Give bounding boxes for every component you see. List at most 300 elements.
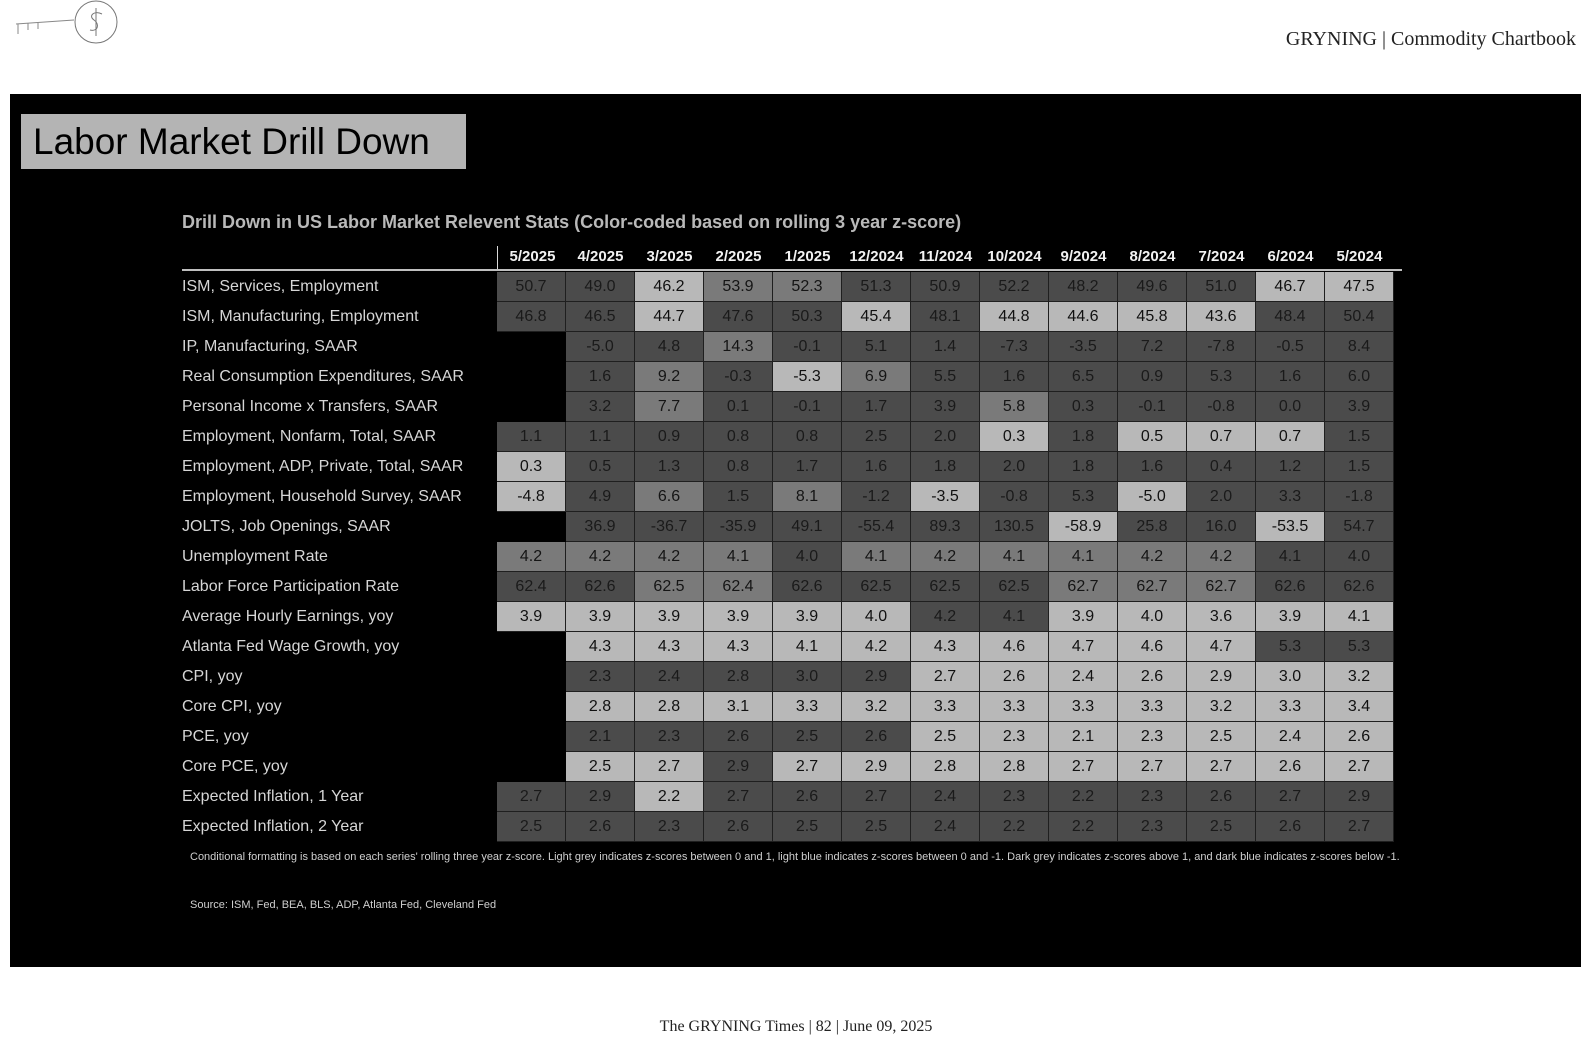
table-cell: 1.6 (842, 452, 911, 482)
table-row (182, 362, 1402, 392)
table-cell: 2.7 (1256, 782, 1325, 812)
table-cell: 2.6 (1256, 812, 1325, 842)
table-cell: 2.9 (842, 662, 911, 692)
table-cell: 62.4 (497, 572, 566, 602)
row-label: Core PCE, yoy (182, 758, 288, 775)
table-cell: 2.5 (1187, 812, 1256, 842)
table-cell: 50.7 (497, 272, 566, 302)
table-cell: -7.8 (1187, 332, 1256, 362)
table-cell: 1.8 (1049, 422, 1118, 452)
table-cell: 2.6 (704, 812, 773, 842)
table-cell: 2.8 (980, 752, 1049, 782)
table-cell: -55.4 (842, 512, 911, 542)
column-header: 5/2024 (1336, 248, 1383, 265)
row-label: Average Hourly Earnings, yoy (182, 608, 394, 625)
table-cell: 2.2 (980, 812, 1049, 842)
table-cell: 5.8 (980, 392, 1049, 422)
row-label: Personal Income x Transfers, SAAR (182, 398, 439, 415)
table-cell: 2.8 (566, 692, 635, 722)
table-cell: 0.5 (1118, 422, 1187, 452)
table-cell: 2.7 (1325, 752, 1394, 782)
table-cell: 2.1 (1049, 722, 1118, 752)
table-row (182, 302, 1402, 332)
table-cell: 3.9 (1049, 602, 1118, 632)
row-label: Employment, Household Survey, SAAR (182, 488, 462, 505)
table-cell: 47.6 (704, 302, 773, 332)
table-cell: 0.9 (635, 422, 704, 452)
table-cell: 2.6 (1118, 662, 1187, 692)
table-cell: 14.3 (704, 332, 773, 362)
table-cell: -5.3 (773, 362, 842, 392)
table-cell: 44.8 (980, 302, 1049, 332)
table-cell: 5.5 (911, 362, 980, 392)
column-header: 6/2024 (1267, 248, 1314, 265)
table-cell: 62.5 (842, 572, 911, 602)
row-label: Employment, Nonfarm, Total, SAAR (182, 428, 437, 445)
table-cell: -3.5 (1049, 332, 1118, 362)
table-row (182, 482, 1402, 512)
table-cell: 3.6 (1187, 602, 1256, 632)
table-cell: 2.7 (1325, 812, 1394, 842)
table-row (182, 422, 1402, 452)
table-cell: 62.7 (1118, 572, 1187, 602)
table-row (182, 812, 1402, 842)
table-cell: 1.3 (635, 452, 704, 482)
table-cell: 2.2 (1049, 782, 1118, 812)
table-cell: 4.2 (497, 542, 566, 572)
table-cell: -4.8 (497, 482, 566, 512)
table-cell: 1.1 (566, 422, 635, 452)
table-cell: 4.1 (980, 602, 1049, 632)
table-cell: 3.9 (566, 602, 635, 632)
table-cell: 0.3 (497, 452, 566, 482)
table-cell: 2.5 (497, 812, 566, 842)
table-cell: 45.8 (1118, 302, 1187, 332)
table-cell: -7.3 (980, 332, 1049, 362)
row-label: Unemployment Rate (182, 548, 328, 565)
table-cell: 0.9 (1118, 362, 1187, 392)
table-cell-empty (497, 692, 566, 722)
table-cell: 3.3 (1256, 692, 1325, 722)
table-cell: 2.7 (842, 782, 911, 812)
table-cell: 7.7 (635, 392, 704, 422)
table-cell: 2.3 (980, 782, 1049, 812)
column-header: 3/2025 (646, 248, 693, 265)
footnote: Conditional formatting is based on each series' rolling three year z-score. Light grey indicates z-scores between 0 and 1, light blue indicates z-scores between 0 and -1. Dark grey indicates z-scores above 1, and dark blue indicates z-scores below -1. (190, 851, 1400, 863)
table-cell: 2.6 (842, 722, 911, 752)
table-cell: 25.8 (1118, 512, 1187, 542)
table-cell: 3.3 (1049, 692, 1118, 722)
table-cell: 48.4 (1256, 302, 1325, 332)
table-cell: 2.1 (566, 722, 635, 752)
table-cell: 2.4 (1049, 662, 1118, 692)
table-cell: 2.8 (635, 692, 704, 722)
table-cell: 51.0 (1187, 272, 1256, 302)
table-cell: 62.6 (566, 572, 635, 602)
table-cell: 2.3 (1118, 782, 1187, 812)
table-cell: 51.3 (842, 272, 911, 302)
table-cell: 3.9 (911, 392, 980, 422)
table-cell: 5.3 (1256, 632, 1325, 662)
table-cell: -3.5 (911, 482, 980, 512)
table-cell: 4.1 (1325, 602, 1394, 632)
table-cell: 0.3 (1049, 392, 1118, 422)
table-cell: 2.5 (1187, 722, 1256, 752)
table-cell: 4.0 (842, 602, 911, 632)
table-cell: 2.5 (566, 752, 635, 782)
table-cell: -0.3 (704, 362, 773, 392)
table-cell: 3.3 (980, 692, 1049, 722)
table-cell: 2.9 (842, 752, 911, 782)
column-header: 11/2024 (918, 248, 973, 265)
table-cell: 1.7 (842, 392, 911, 422)
table-cell-empty (497, 722, 566, 752)
table-cell: 2.0 (1187, 482, 1256, 512)
table-cell: 8.1 (773, 482, 842, 512)
table-cell: 2.5 (842, 422, 911, 452)
table-cell: 2.9 (1325, 782, 1394, 812)
table-cell: 2.8 (911, 752, 980, 782)
table-cell: 3.3 (1256, 482, 1325, 512)
table-cell: 1.1 (497, 422, 566, 452)
table-cell-empty (497, 752, 566, 782)
table-cell: 2.3 (635, 812, 704, 842)
table-row (182, 542, 1402, 572)
table-cell: -0.5 (1256, 332, 1325, 362)
table-cell: 4.8 (635, 332, 704, 362)
table-cell: 2.2 (1049, 812, 1118, 842)
table-cell: 1.6 (566, 362, 635, 392)
table-cell: 4.3 (911, 632, 980, 662)
table-cell: 3.9 (635, 602, 704, 632)
table-cell: 2.4 (911, 812, 980, 842)
table-cell: 16.0 (1187, 512, 1256, 542)
table-cell: 2.6 (980, 662, 1049, 692)
table-cell: 3.2 (566, 392, 635, 422)
table-cell: 4.0 (1325, 542, 1394, 572)
table-cell: -5.0 (566, 332, 635, 362)
table-cell: 4.2 (566, 542, 635, 572)
table-cell: 2.7 (1118, 752, 1187, 782)
table-cell: 47.5 (1325, 272, 1394, 302)
table-cell: 2.6 (1187, 782, 1256, 812)
chart-panel (10, 94, 1581, 967)
table-cell: 62.5 (911, 572, 980, 602)
table-cell: 62.5 (980, 572, 1049, 602)
table-cell: -5.0 (1118, 482, 1187, 512)
table-cell: 6.9 (842, 362, 911, 392)
table-cell: 8.4 (1325, 332, 1394, 362)
table-cell: -0.1 (1118, 392, 1187, 422)
table-cell: 2.6 (566, 812, 635, 842)
table-cell: 43.6 (1187, 302, 1256, 332)
table-cell: 4.2 (1118, 542, 1187, 572)
table-cell: 44.6 (1049, 302, 1118, 332)
table-cell: 1.2 (1256, 452, 1325, 482)
table-cell: 1.5 (1325, 422, 1394, 452)
table-cell: 3.4 (1325, 692, 1394, 722)
table-cell: 2.7 (635, 752, 704, 782)
row-label: Atlanta Fed Wage Growth, yoy (182, 638, 400, 655)
table-cell: 52.3 (773, 272, 842, 302)
table-cell: 2.3 (1118, 722, 1187, 752)
row-label: Employment, ADP, Private, Total, SAAR (182, 458, 464, 475)
table-cell: 2.9 (566, 782, 635, 812)
table-cell: 3.2 (1325, 662, 1394, 692)
row-label: Expected Inflation, 2 Year (182, 818, 364, 835)
table-cell: 2.5 (773, 722, 842, 752)
table-cell: 1.5 (704, 482, 773, 512)
table-cell: 49.0 (566, 272, 635, 302)
table-cell: 5.1 (842, 332, 911, 362)
table-cell: 2.7 (704, 782, 773, 812)
table-cell: 0.5 (566, 452, 635, 482)
column-header: 8/2024 (1129, 248, 1176, 265)
table-cell: 0.8 (704, 422, 773, 452)
table-cell: 4.7 (1187, 632, 1256, 662)
row-label: ISM, Manufacturing, Employment (182, 308, 419, 325)
table-cell: 4.3 (635, 632, 704, 662)
table-cell: 50.9 (911, 272, 980, 302)
table-cell: 3.9 (497, 602, 566, 632)
table-cell: 5.3 (1049, 482, 1118, 512)
table-cell: 4.2 (911, 602, 980, 632)
table-cell: -0.1 (773, 332, 842, 362)
table-cell: 5.3 (1325, 632, 1394, 662)
table-cell: 2.4 (1256, 722, 1325, 752)
row-label: ISM, Services, Employment (182, 278, 379, 295)
table-cell-empty (497, 362, 566, 392)
table-cell: 3.2 (1187, 692, 1256, 722)
table-cell: 9.2 (635, 362, 704, 392)
table-row (182, 692, 1402, 722)
table-row (182, 452, 1402, 482)
table-cell: 0.4 (1187, 452, 1256, 482)
table-cell: 2.7 (497, 782, 566, 812)
table-cell: -1.8 (1325, 482, 1394, 512)
table-cell: 62.4 (704, 572, 773, 602)
table-cell: 2.9 (704, 752, 773, 782)
table-cell: 2.7 (773, 752, 842, 782)
table-cell: 2.3 (566, 662, 635, 692)
table-cell: 2.7 (1049, 752, 1118, 782)
table-cell: 48.1 (911, 302, 980, 332)
table-row (182, 512, 1402, 542)
table-cell: 4.7 (1049, 632, 1118, 662)
table-cell-empty (497, 392, 566, 422)
table-cell: 4.2 (1187, 542, 1256, 572)
table-cell: 2.6 (704, 722, 773, 752)
table-cell: 50.4 (1325, 302, 1394, 332)
table-row (182, 722, 1402, 752)
table-cell: -35.9 (704, 512, 773, 542)
table-cell-empty (497, 632, 566, 662)
table-cell: 0.0 (1256, 392, 1325, 422)
table-cell: 2.9 (1187, 662, 1256, 692)
table-cell: 6.5 (1049, 362, 1118, 392)
table-cell: 1.6 (1118, 452, 1187, 482)
table-cell: 3.9 (773, 602, 842, 632)
column-header: 1/2025 (784, 248, 831, 265)
table-cell: 62.6 (1325, 572, 1394, 602)
table-cell: 49.6 (1118, 272, 1187, 302)
table-cell: 89.3 (911, 512, 980, 542)
table-cell: 45.4 (842, 302, 911, 332)
row-label: CPI, yoy (182, 668, 243, 685)
table-cell: 4.1 (773, 632, 842, 662)
table-cell: 2.5 (911, 722, 980, 752)
table-cell: 48.2 (1049, 272, 1118, 302)
table-cell: -0.8 (980, 482, 1049, 512)
table-cell: -0.8 (1187, 392, 1256, 422)
table-cell: 3.9 (1256, 602, 1325, 632)
table-cell: 0.3 (980, 422, 1049, 452)
slide-title: Labor Market Drill Down (21, 114, 466, 169)
table-cell: 3.3 (1118, 692, 1187, 722)
table-cell: 3.9 (1325, 392, 1394, 422)
table-cell: -0.1 (773, 392, 842, 422)
table-cell: 36.9 (566, 512, 635, 542)
row-label: IP, Manufacturing, SAAR (182, 338, 358, 355)
table-cell: 4.2 (635, 542, 704, 572)
column-header: 2/2025 (715, 248, 762, 265)
row-label: Core CPI, yoy (182, 698, 282, 715)
table-cell: 2.0 (911, 422, 980, 452)
table-cell: 2.4 (911, 782, 980, 812)
table-cell: 62.6 (1256, 572, 1325, 602)
table-cell: 62.7 (1187, 572, 1256, 602)
table-cell: 5.3 (1187, 362, 1256, 392)
row-label: JOLTS, Job Openings, SAAR (182, 518, 391, 535)
table-cell: 49.1 (773, 512, 842, 542)
table-cell: 1.6 (1256, 362, 1325, 392)
table-cell: 7.2 (1118, 332, 1187, 362)
table-cell: -53.5 (1256, 512, 1325, 542)
row-label: PCE, yoy (182, 728, 249, 745)
table-cell: 1.5 (1325, 452, 1394, 482)
table-title: Drill Down in US Labor Market Relevent Stats (Color-coded based on rolling 3 year z-score) (182, 212, 962, 232)
table-cell: 46.5 (566, 302, 635, 332)
table-cell: 4.2 (911, 542, 980, 572)
table-cell: 2.8 (704, 662, 773, 692)
table-cell: -36.7 (635, 512, 704, 542)
table-row (182, 602, 1402, 632)
table-cell: 1.8 (1049, 452, 1118, 482)
table-cell: 4.1 (842, 542, 911, 572)
table-cell-empty (497, 332, 566, 362)
table-cell: 4.2 (842, 632, 911, 662)
brand-title: GRYNING | Commodity Chartbook (1285, 28, 1576, 50)
table-cell: 2.6 (1256, 752, 1325, 782)
table-cell: 3.3 (773, 692, 842, 722)
column-header: 7/2024 (1198, 248, 1245, 265)
table-cell: 0.1 (704, 392, 773, 422)
table-cell: 1.6 (980, 362, 1049, 392)
table-cell: 62.5 (635, 572, 704, 602)
table-cell: 3.0 (773, 662, 842, 692)
table-cell: 4.6 (1118, 632, 1187, 662)
table-cell: 4.3 (566, 632, 635, 662)
table-row (182, 662, 1402, 692)
table-row (182, 782, 1402, 812)
table-cell: 2.6 (1325, 722, 1394, 752)
table-row (182, 632, 1402, 662)
table-row (182, 392, 1402, 422)
table-cell: 2.4 (635, 662, 704, 692)
table-cell: 46.7 (1256, 272, 1325, 302)
table-cell: 4.0 (1118, 602, 1187, 632)
table-cell: 4.9 (566, 482, 635, 512)
table-cell: 130.5 (980, 512, 1049, 542)
table-cell: 0.8 (773, 422, 842, 452)
table-cell: -1.2 (842, 482, 911, 512)
table-cell: 2.3 (635, 722, 704, 752)
table-cell: 54.7 (1325, 512, 1394, 542)
table-cell: 2.7 (911, 662, 980, 692)
page-footer: The GRYNING Times | 82 | June 09, 2025 (659, 1018, 933, 1035)
row-label: Expected Inflation, 1 Year (182, 788, 364, 805)
table-cell: 53.9 (704, 272, 773, 302)
table-cell: 3.1 (704, 692, 773, 722)
table-cell: 46.2 (635, 272, 704, 302)
row-label: Labor Force Participation Rate (182, 578, 399, 595)
column-header: 5/2025 (497, 246, 567, 269)
table-cell: 2.6 (773, 782, 842, 812)
table-cell: 1.7 (773, 452, 842, 482)
table-cell: 0.7 (1256, 422, 1325, 452)
table-cell: 3.2 (842, 692, 911, 722)
table-cell: 3.9 (704, 602, 773, 632)
table-cell: 2.0 (980, 452, 1049, 482)
table-cell: 6.6 (635, 482, 704, 512)
table-cell: -58.9 (1049, 512, 1118, 542)
table-cell: 4.0 (773, 542, 842, 572)
table-cell: 2.3 (980, 722, 1049, 752)
table-row (182, 332, 1402, 362)
table-cell: 4.1 (1049, 542, 1118, 572)
table-cell: 4.1 (980, 542, 1049, 572)
table-cell: 4.1 (704, 542, 773, 572)
table-cell: 1.8 (911, 452, 980, 482)
column-header: 9/2024 (1060, 248, 1107, 265)
row-label: Real Consumption Expenditures, SAAR (182, 368, 464, 385)
table-cell: 0.7 (1187, 422, 1256, 452)
brand-logo-icon (14, 0, 124, 46)
table-cell: 2.5 (842, 812, 911, 842)
table-cell: 62.6 (773, 572, 842, 602)
table-row (182, 272, 1402, 302)
table-cell: 52.2 (980, 272, 1049, 302)
table-cell: 2.2 (635, 782, 704, 812)
table-cell: 6.0 (1325, 362, 1394, 392)
table-cell: 4.1 (1256, 542, 1325, 572)
column-header: 12/2024 (849, 248, 904, 265)
table-cell: 50.3 (773, 302, 842, 332)
table-cell-empty (497, 662, 566, 692)
table-cell: 4.3 (704, 632, 773, 662)
header-divider (182, 269, 1402, 271)
table-cell: 2.7 (1187, 752, 1256, 782)
table-cell: 1.4 (911, 332, 980, 362)
table-row (182, 752, 1402, 782)
table-cell: 2.5 (773, 812, 842, 842)
table-cell: 3.3 (911, 692, 980, 722)
column-header: 10/2024 (987, 248, 1042, 265)
source-note: Source: ISM, Fed, BEA, BLS, ADP, Atlanta Fed, Cleveland Fed (190, 899, 497, 911)
table-cell: 46.8 (497, 302, 566, 332)
table-row (182, 572, 1402, 602)
table-cell: 0.8 (704, 452, 773, 482)
